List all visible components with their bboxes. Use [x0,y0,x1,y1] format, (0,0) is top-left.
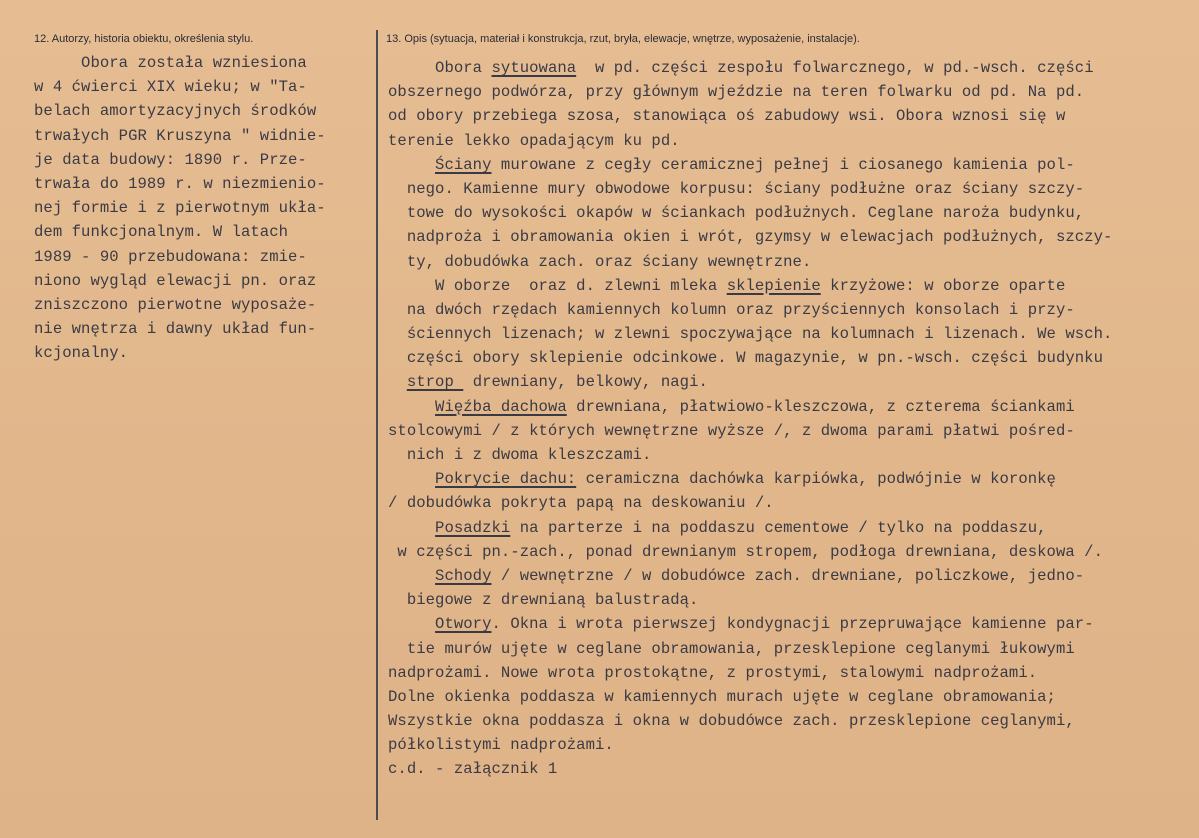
description-line [388,274,1112,298]
underlined-keyword: Posadzki [435,518,511,537]
line-text: półkolistymi nadprożami. [388,736,614,755]
description-line [388,129,1112,153]
line-text: w pd. części zespołu folwarcznego, w pd.-wsch. części [576,59,1094,77]
description-line [388,467,1112,491]
line-text: tie murów ujęte w ceglane obramowania, przesklepione ceglanymi łukowymi [388,639,1075,658]
underlined-keyword: sytuowana [491,59,577,77]
line-text: na dwóch rzędach kamiennych kolumn oraz przyściennych konsolach i przy- [388,300,1075,319]
description-line [388,491,1112,515]
history-line: kcjonalny. [34,344,129,363]
description-line [388,637,1112,661]
history-line: zniszczono pierwotne wyposaże- [34,295,317,314]
line-text: stolcowymi / z których wewnętrzne wyższe /, z dwoma parami płatwi pośred- [388,421,1075,440]
line-text [388,156,435,174]
description-line [388,225,1112,249]
column-divider [376,30,378,820]
line-text: nego. Kamienne mury obwodowe korpusu: ściany podłużne oraz ściany szczy- [388,179,1085,198]
line-text: w części pn.-zach., ponad drewnianym stropem, podłoga drewniana, deskowa /. [388,542,1103,561]
history-line: trwałych PGR Kruszyna " widnie- [34,126,326,145]
section-13-header: 13. Opis (sytuacja, materiał i konstrukcja, rzut, bryła, elewacje, wnętrze, wyposażenie, instalacje). [386,33,860,45]
line-text: ściennych lizenach; w zlewni spoczywające na kolumnach i lizenach. We wsch. [388,325,1113,344]
line-text: na parterze i na poddaszu cementowe / tylko na poddaszu, [510,518,1047,537]
line-text [388,615,435,633]
description-line [388,443,1112,467]
description-line [388,298,1112,322]
description-line [388,733,1112,757]
description-line [388,709,1112,733]
line-text: od obory przebiega szosa, stanowiąca oś zabudowy wsi. Obora wznosi się w [388,107,1066,126]
underlined-keyword: strop [406,373,464,392]
line-text [388,373,407,391]
line-text: murowane z cegły ceramicznej pełnej i ciosanego kamienia pol- [491,155,1075,174]
line-text [388,519,435,537]
description-line [388,346,1112,370]
description-line [388,588,1112,612]
section-12-header: 12. Autorzy, historia obiektu, określenia stylu. [34,33,254,45]
description-line [388,104,1112,128]
history-line: trwała do 1989 r. w niezmienio- [34,174,326,193]
line-text: ty, dobudówka zach. oraz ściany wewnętrzne. [388,252,812,271]
description-text [388,56,1112,782]
description-line [388,201,1112,225]
line-text: / dobudówka pokryta papą na deskowaniu /. [388,494,774,513]
line-text: c.d. - załącznik 1 [388,760,558,779]
line-text [388,567,435,585]
description-line [388,250,1112,274]
description-line [388,419,1112,443]
description-line [388,685,1112,709]
description-line [388,177,1112,201]
description-line [388,612,1112,636]
underlined-keyword: Więźba dachowa [435,397,567,416]
line-text: drewniany, belkowy, nagi. [463,373,708,392]
history-line: niono wygląd elewacji pn. oraz [34,271,317,290]
description-line [388,564,1112,588]
description-line [388,661,1112,685]
history-line: nie wnętrza i dawny układ fun- [34,320,317,339]
line-text: krzyżowe: w oborze oparte [820,276,1066,295]
description-line [388,153,1112,177]
smudge-mark [358,290,374,296]
line-text: obszernego podwórza, przy głównym wjeździe na teren folwarku od pd. Na pd. [388,83,1085,102]
history-line: 1989 - 90 przebudowana: zmie- [34,247,307,266]
line-text: drewniana, płatwiowo-kleszczowa, z czterema ściankami [566,397,1075,416]
line-text: biegowe z drewnianą balustradą. [388,591,699,610]
line-text: / wewnętrzne / w dobudówce zach. drewniane, policzkowe, jedno- [491,566,1085,585]
history-line: belach amortyzacyjnych środków [34,102,317,121]
underlined-keyword: Pokrycie dachu: [435,470,577,489]
line-text: Wszystkie okna poddasza i okna w dobudówce zach. przesklepione ceglanymi, [388,712,1075,731]
description-line [388,370,1112,394]
line-text: Obora [388,59,492,77]
underlined-keyword: Otwory [435,615,492,634]
line-text: nadproża i obramowania okien i wrót, gzymsy w elewacjach podłużnych, szczy- [388,228,1113,247]
line-text [388,398,435,416]
description-line [388,80,1112,104]
description-line [388,516,1112,540]
description-line [388,56,1112,80]
line-text: W oborze oraz d. zlewni mleka [388,276,727,295]
underlined-keyword: Schody [435,566,492,585]
line-text: terenie lekko opadającym ku pd. [388,131,680,150]
line-text: nadprożami. Nowe wrota prostokątne, z prostymi, stalowymi nadprożami. [388,663,1038,682]
history-line: w 4 ćwierci XIX wieku; w "Ta- [34,78,307,97]
underlined-keyword: sklepienie [726,276,821,295]
line-text: towe do wysokości okapów w ściankach podłużnych. Ceglane naroża budynku, [388,204,1085,223]
line-text: części obory sklepienie odcinkowe. W magazynie, w pn.-wsch. części budynku [388,349,1103,368]
line-text: Dolne okienka poddasza w kamiennych murach ujęte w ceglane obramowania; [388,687,1056,706]
line-text: . Okna i wrota pierwszej kondygnacji przepruwające kamienne par- [491,615,1094,634]
description-line [388,540,1112,564]
description-line [388,395,1112,419]
description-line [388,322,1112,346]
line-text: nich i z dwoma kleszczami. [388,446,652,464]
history-line: je data budowy: 1890 r. Prze- [34,150,307,169]
history-text [34,51,326,365]
line-text [388,470,435,488]
history-line: dem funkcjonalnym. W latach [34,223,289,242]
line-text: ceramiczna dachówka karpiówka, podwójnie w koronkę [576,470,1056,489]
description-line [388,757,1112,781]
history-line: nej formie i z pierwotnym ukła- [34,199,326,218]
underlined-keyword: Ściany [435,155,492,174]
history-line: Obora została wzniesiona [34,54,307,72]
